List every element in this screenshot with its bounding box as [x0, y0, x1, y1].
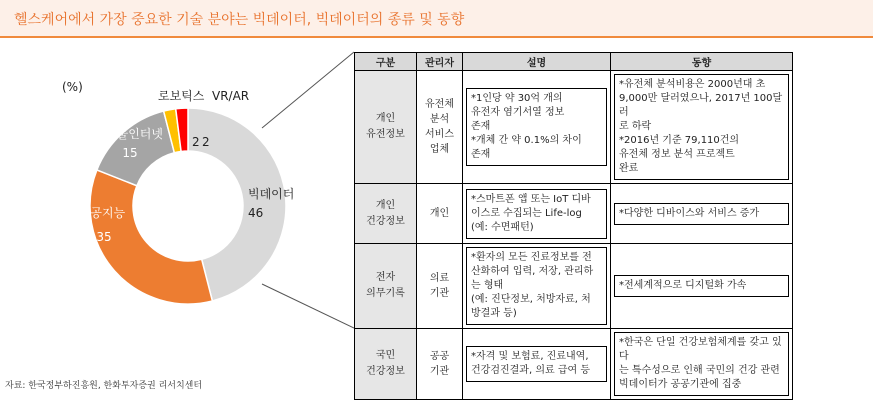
trend-cell: [611, 244, 793, 329]
description-cell-line: 이스로 수집되는 Life-log: [471, 207, 582, 219]
description-cell-line: (예: 진단정보, 처방자료, 처: [471, 294, 591, 305]
slice-label-2: 사물인터넷: [105, 127, 163, 141]
trend-cell-line: 빅데이터가 공공기관에 집중: [619, 379, 742, 390]
category-cell-line: 의무기록: [366, 288, 405, 299]
trend-cell: [611, 71, 793, 184]
category-cell-line: 전자: [375, 272, 396, 283]
description-cell: [463, 329, 611, 400]
source-note: 자료: 한국정부하진흥원, 한화투자증권 리서치센터: [5, 381, 203, 391]
manager-cell: [417, 329, 463, 400]
manager-cell-line: 서비스: [425, 129, 454, 140]
header-description: 설명: [463, 53, 611, 71]
description-cell-line: *환자의 모든 진료정보를 전: [471, 252, 592, 263]
trend-cell: [611, 184, 793, 244]
description-cell: [463, 244, 611, 329]
manager-cell-line: 기관: [429, 366, 450, 377]
description-cell-line: *개체 간 약 0.1%의 차이: [471, 135, 582, 146]
description-cell-line: *스마트폰 앱 또는 IoT 디바: [471, 193, 591, 205]
trend-cell-line: 9,000만 달러였으나, 2017년 100달러: [619, 93, 783, 118]
table-header-row: [355, 53, 793, 71]
trend-cell-line: *다양한 디바이스와 서비스 증가: [619, 207, 760, 219]
slice-value-4: 2: [202, 135, 210, 149]
description-cell-line: 존재: [471, 121, 491, 132]
bigdata-table: [354, 52, 793, 400]
manager-cell-line: 업체: [429, 144, 450, 155]
connector-line-top: [262, 52, 354, 128]
description-cell-line: (예: 수면패턴): [471, 221, 534, 233]
manager-cell: [417, 244, 463, 329]
page-title: 헬스케어에서 가장 중요한 기술 분야는 빅데이터, 빅데이터의 종류 및 동향: [14, 12, 465, 28]
table-row: [355, 329, 793, 400]
slice-value-3: 2: [192, 135, 200, 149]
slice-label-4: VR/AR: [212, 89, 250, 103]
manager-cell-line: 유전체: [425, 99, 454, 110]
manager-cell: [417, 184, 463, 244]
description-cell-line: 는 형태: [471, 280, 504, 291]
manager-cell-line: 기관: [429, 288, 450, 299]
header-category: 구분: [355, 53, 417, 71]
trend-cell-line: 로 하락: [619, 121, 652, 132]
description-cell-line: 산화하여 입력, 저장, 관리하: [471, 266, 594, 277]
description-cell: [463, 184, 611, 244]
slice-value-1: 35: [96, 230, 112, 244]
slice-label-1: 인공지능: [78, 206, 126, 220]
description-cell-line: 존재: [471, 149, 491, 160]
trend-cell-line: 유전체 정보 분석 프로젝트: [619, 149, 735, 160]
category-cell-line: 개인: [375, 113, 396, 124]
description-cell-line: *자격 및 보험료, 진료내역,: [471, 351, 589, 362]
donut-chart: [0, 38, 354, 338]
category-cell-line: 유전정보: [366, 129, 405, 140]
category-cell-line: 건강정보: [366, 215, 405, 227]
category-cell: [355, 329, 417, 400]
unit-label: (%): [62, 80, 83, 94]
table-body: [355, 71, 793, 400]
manager-cell: [417, 71, 463, 184]
category-cell-line: 개인: [375, 199, 396, 211]
slice-value-2: 15: [122, 146, 138, 160]
category-cell-line: 건강정보: [366, 366, 405, 377]
trend-cell-line: *2016년 기준 79,110건의: [619, 135, 740, 146]
title-bar: [0, 0, 873, 38]
trend-cell-line: *전세계적으로 디지털화 가속: [619, 280, 747, 291]
category-cell: [355, 184, 417, 244]
table-row: [355, 71, 793, 184]
manager-cell-line: 분석: [429, 114, 450, 125]
manager-cell-line: 의료: [429, 273, 450, 284]
category-cell: [355, 244, 417, 329]
description-cell: [463, 71, 611, 184]
description-cell-line: *1인당 약 30억 개의: [471, 93, 563, 104]
description-cell-line: 건강검진결과, 의료 급여 등: [471, 365, 590, 376]
slice-label-0: 빅데이터: [248, 187, 295, 201]
description-cell-line: 유전자 염기서열 정보: [471, 107, 565, 118]
manager-cell-line: 개인: [429, 208, 450, 219]
category-cell: [355, 71, 417, 184]
slice-label-3: 로보틱스: [158, 89, 205, 103]
trend-cell-line: *유전체 분석비용은 2000년대 초: [619, 79, 766, 90]
trend-cell-line: 완료: [619, 163, 639, 174]
slice-value-0: 46: [248, 206, 264, 220]
manager-cell-line: 공공: [429, 351, 450, 362]
connector-line-bottom: [262, 284, 354, 328]
header-trend: 동향: [611, 53, 793, 71]
trend-cell: [611, 329, 793, 400]
category-cell-line: 국민: [375, 350, 396, 361]
table-row: [355, 244, 793, 329]
header-manager: 관리자: [417, 53, 463, 71]
table-row: [355, 184, 793, 244]
description-cell-line: 방결과 등): [471, 308, 517, 319]
trend-cell-line: 는 특수성으로 인해 국민의 건강 관련: [619, 365, 780, 376]
trend-cell-line: *한국은 단일 건강보험체계를 갖고 있다: [619, 337, 782, 362]
